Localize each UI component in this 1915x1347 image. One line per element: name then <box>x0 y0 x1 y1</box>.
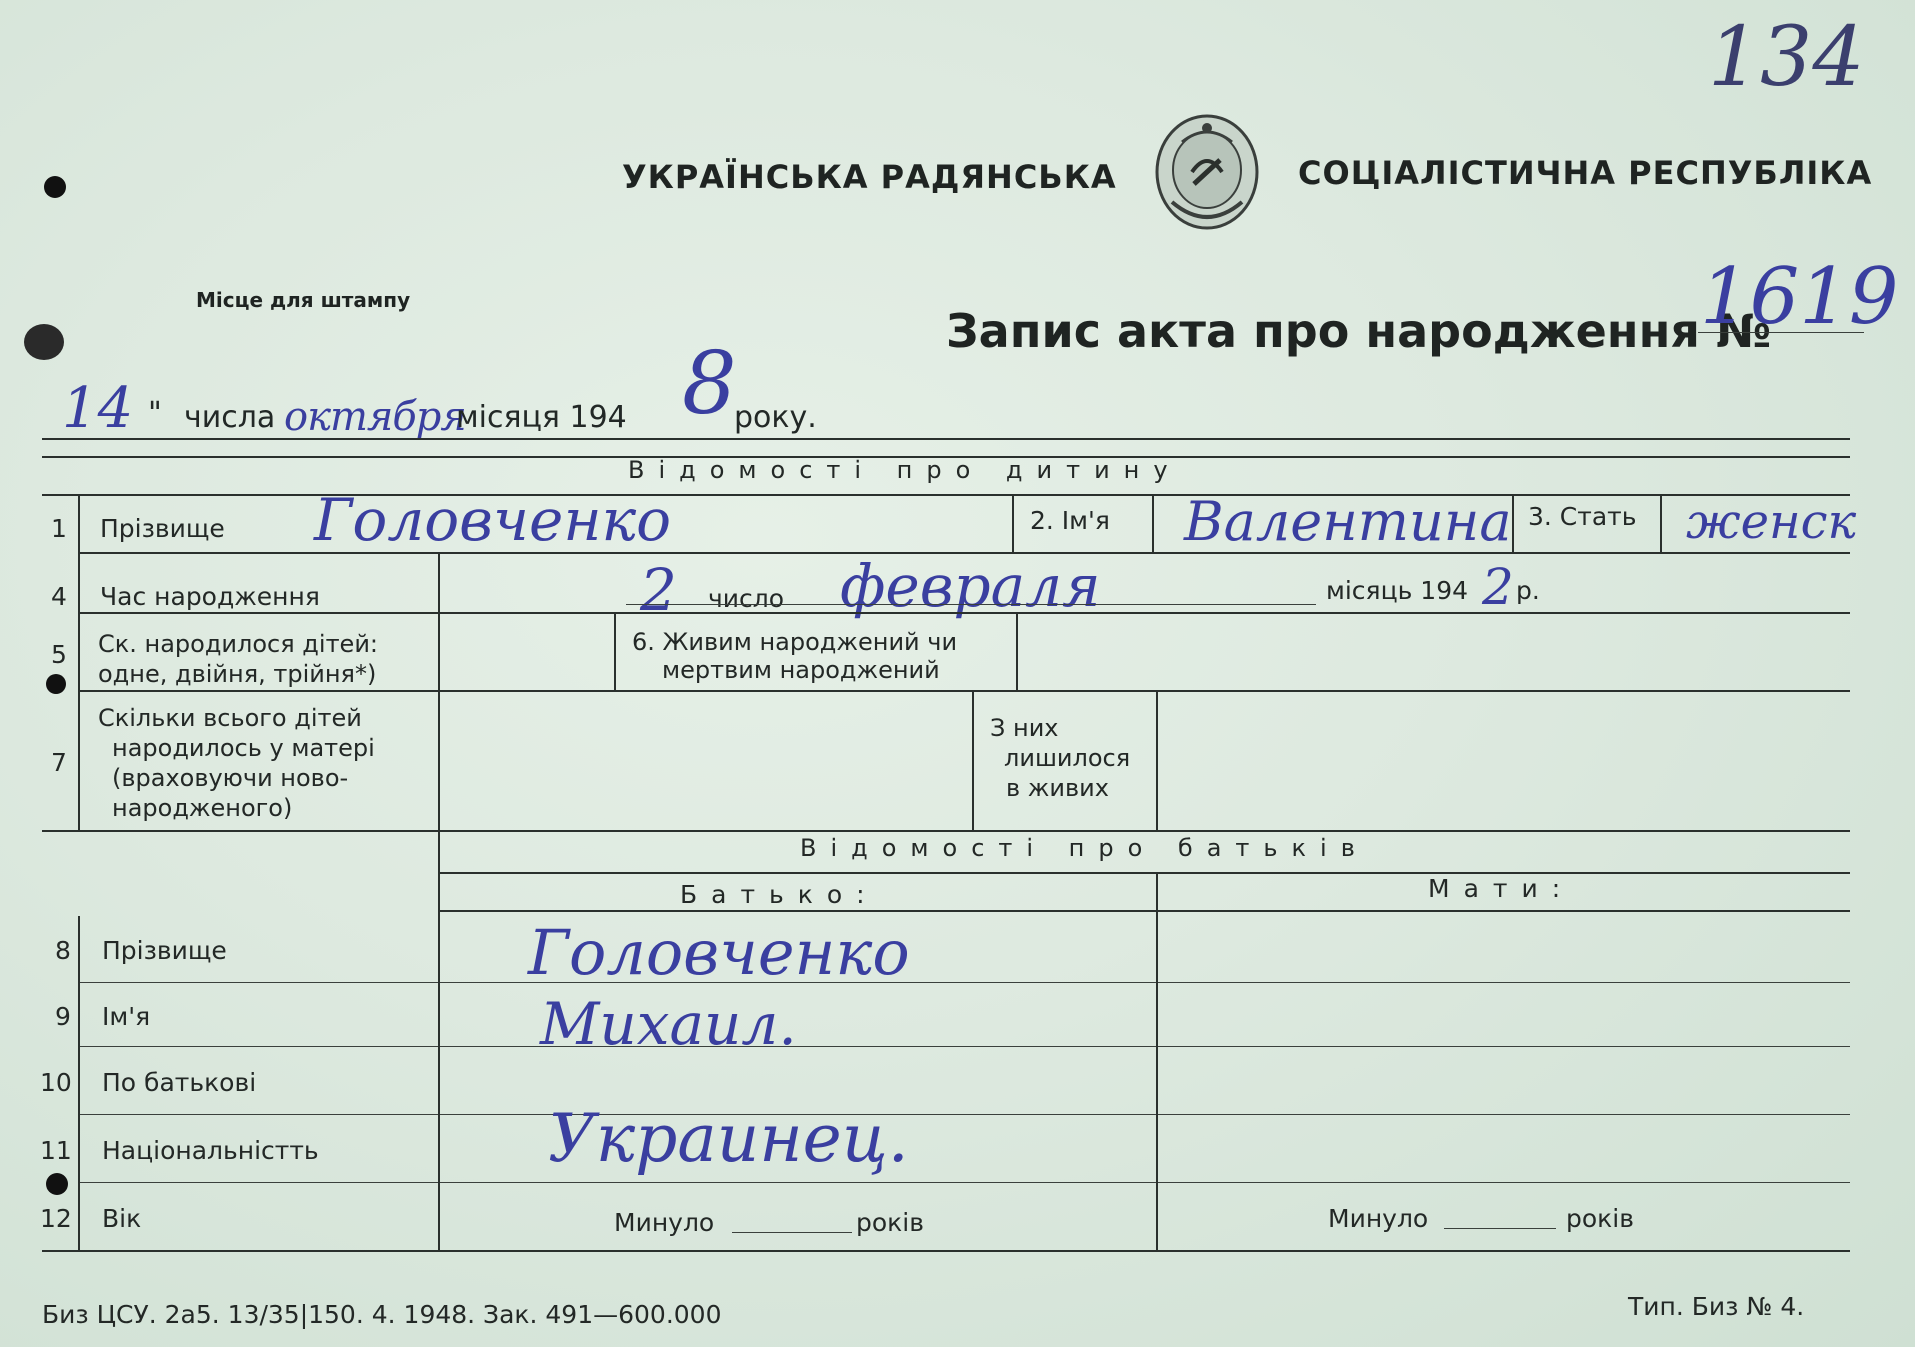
row-number: 8 <box>55 936 71 965</box>
punch-hole <box>24 324 64 360</box>
name-label: 2. Ім'я <box>1030 506 1110 535</box>
row-number: 1 <box>51 514 67 543</box>
row-number: 9 <box>55 1002 71 1031</box>
record-number: 1619 <box>1700 252 1899 342</box>
father-surname: Головченко <box>528 916 910 989</box>
survivors-divider-right <box>1156 690 1158 830</box>
total-children-label-line4: народженого) <box>112 794 293 822</box>
survivors-divider-left <box>972 690 974 830</box>
row-number: 12 <box>40 1204 72 1233</box>
stamp-place-label: Місце для штампу <box>196 288 411 312</box>
alive-label-line2: мертвим народжений <box>662 656 940 684</box>
punch-hole <box>44 176 66 198</box>
record-day: 14 <box>62 376 134 441</box>
row-rule <box>80 612 1850 614</box>
sex-label: 3. Стать <box>1528 502 1637 531</box>
mother-age-prefix: Минуло <box>1328 1204 1429 1233</box>
birth-month-underline <box>626 604 1316 605</box>
father-age-blank <box>732 1232 852 1233</box>
row-number: 5 <box>51 640 67 669</box>
row-number: 11 <box>40 1136 72 1165</box>
children-count-label-line1: Ск. народилося дітей: <box>98 630 378 658</box>
father-age-prefix: Минуло <box>614 1208 715 1237</box>
father-nationality: Украинец. <box>548 1100 909 1177</box>
children-count-label-line2: одне, двійня, трійня*) <box>98 660 377 688</box>
mother-age-blank <box>1444 1228 1556 1229</box>
birth-day: 2 <box>640 556 677 624</box>
total-children-label-line2: народилось у матері <box>112 734 375 762</box>
header-left-text: УКРАЇНСЬКА РАДЯНСЬКА <box>622 158 1117 196</box>
record-day-quote: " <box>148 396 162 431</box>
father-name: Михаил. <box>540 990 797 1058</box>
row-rule <box>80 982 1850 983</box>
birth-month-label: місяць 194 <box>1326 576 1469 605</box>
child-name: Валентина <box>1184 490 1512 553</box>
label-column-divider <box>438 552 440 830</box>
row-number: 10 <box>40 1068 72 1097</box>
row-rule <box>80 1182 1850 1183</box>
record-month-label: місяця 194 <box>456 400 627 435</box>
record-day-label: числа <box>184 400 276 435</box>
survivors-label-line3: в живих <box>1006 774 1109 802</box>
page-title: Запис акта про народження № <box>946 304 1772 358</box>
record-year-label: року. <box>734 400 817 435</box>
alive-divider-right <box>1016 612 1018 690</box>
footer-print-info: Биз ЦСУ. 2а5. 13/35|150. 4. 1948. Зак. 491—600.000 <box>42 1300 722 1329</box>
birth-time-label: Час народження <box>100 582 320 611</box>
parents-subheading-rule <box>440 910 1850 912</box>
father-surname-label: Прізвище <box>102 936 227 965</box>
age-label: Вік <box>102 1204 142 1233</box>
father-age-suffix: років <box>856 1208 924 1237</box>
sex-value-divider <box>1660 494 1662 552</box>
archive-number: 134 <box>1708 10 1865 105</box>
row-number: 7 <box>51 748 67 777</box>
emblem-container <box>1152 112 1262 236</box>
total-children-label-line3: (враховуючи ново- <box>112 764 349 792</box>
punch-hole <box>46 1173 68 1195</box>
survivors-label-line2: лишилося <box>1004 744 1131 772</box>
record-month: октября <box>284 394 466 440</box>
child-sex: женск <box>1686 494 1857 550</box>
label-column-divider <box>438 830 440 1250</box>
parents-section-bottom-rule <box>42 1250 1850 1252</box>
nationality-label: Національністть <box>102 1136 319 1165</box>
name-divider <box>1012 494 1014 552</box>
parents-column-divider <box>1156 872 1158 1250</box>
row-number: 4 <box>51 582 67 611</box>
footer-printer-info: Тип. Биз № 4. <box>1628 1292 1805 1321</box>
alive-label-line1: 6. Живим народжений чи <box>632 628 958 656</box>
row-rule <box>80 1046 1850 1047</box>
num-column-divider <box>78 916 80 1250</box>
survivors-label-line1: З них <box>990 714 1059 742</box>
parents-section-heading: Відомості про батьків <box>800 834 1369 862</box>
child-surname: Головченко <box>314 486 672 554</box>
ussr-coat-of-arms-icon <box>1152 112 1262 236</box>
patronymic-label: По батькові <box>102 1068 257 1097</box>
mother-age-suffix: років <box>1566 1204 1634 1233</box>
birth-day-label: число <box>708 584 785 613</box>
total-children-label-line1: Скільки всього дітей <box>98 704 362 732</box>
child-section-heading: Відомості про дитину <box>628 456 1182 484</box>
mother-label: Мати: <box>1428 874 1575 903</box>
father-name-label: Ім'я <box>102 1002 151 1031</box>
alive-divider-left <box>614 612 616 690</box>
parents-heading-rule <box>440 872 1850 874</box>
sex-divider <box>1512 494 1514 552</box>
row-rule <box>80 1114 1850 1115</box>
child-section-bottom-rule <box>42 830 1850 832</box>
birth-month: февраля <box>840 552 1101 620</box>
record-year-digit: 8 <box>682 334 737 434</box>
birth-year-suffix: р. <box>1516 576 1540 605</box>
father-label: Батько: <box>680 880 879 909</box>
record-number-underline <box>1698 332 1864 333</box>
row-rule <box>80 690 1850 692</box>
surname-label: Прізвище <box>100 514 225 543</box>
name-value-divider <box>1152 494 1154 552</box>
header-right-text: СОЦІАЛІСТИЧНА РЕСПУБЛІКА <box>1298 154 1873 192</box>
num-column-divider <box>78 494 80 830</box>
date-underline <box>42 438 1850 440</box>
birth-year-digit: 2 <box>1482 558 1514 616</box>
punch-hole <box>46 674 66 694</box>
